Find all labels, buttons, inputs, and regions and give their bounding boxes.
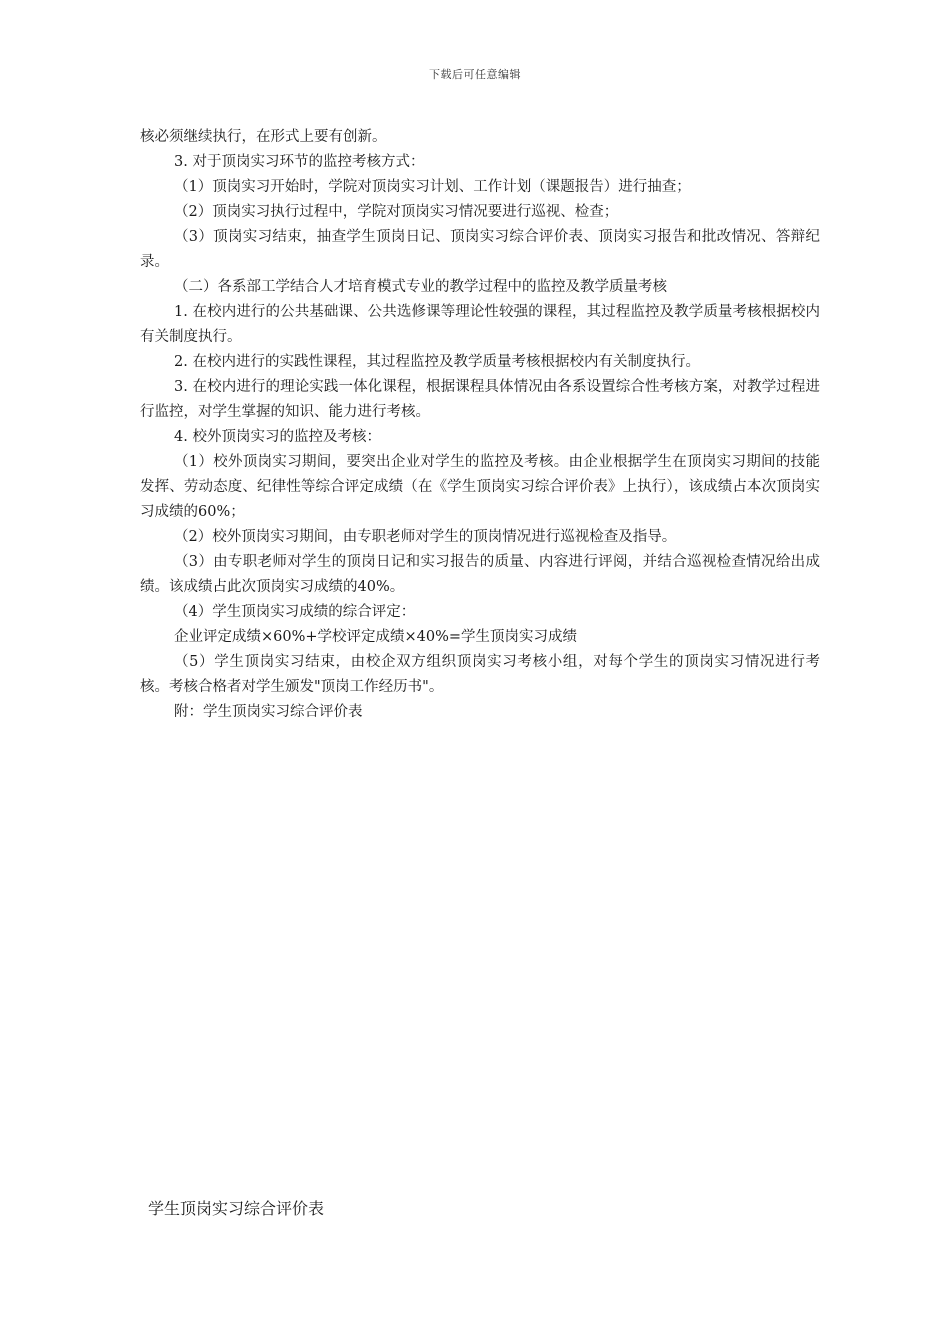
paragraph: 核必须继续执行，在形式上要有创新。 [140,129,387,145]
paragraph: 1. 在校内进行的公共基础课、公共选修课等理论性较强的课程，其过程监控及教学质量考核根据校内有关制度执行。 [140,304,820,345]
paragraph: 3. 对于顶岗实习环节的监控考核方式： [174,154,425,170]
paragraph: （2）校外顶岗实习期间，由专职老师对学生的顶岗情况进行巡视检查及指导。 [174,529,677,545]
paragraph: （3）由专职老师对学生的顶岗日记和实习报告的质量、内容进行评阅，并结合巡视检查情况给出成绩。该成绩占此次顶岗实习成绩的40%。 [140,554,820,595]
document-body [140,125,820,725]
paragraph: （5）学生顶岗实习结束，由校企双方组织顶岗实习考核小组，对每个学生的顶岗实习情况进行考核。考核合格者对学生颁发"顶岗工作经历书"。 [140,654,820,695]
appendix-note: 附：学生顶岗实习综合评价表 [174,704,363,720]
table-title: 学生顶岗实习综合评价表 [148,1199,325,1218]
paragraph: 3. 在校内进行的理论实践一体化课程，根据课程具体情况由各系设置综合性考核方案，对教学过程进行监控，对学生掌握的知识、能力进行考核。 [140,379,820,420]
paragraph: 2. 在校内进行的实践性课程，其过程监控及教学质量考核根据校内有关制度执行。 [174,354,700,370]
page-header: 下载后可任意编辑 [429,68,521,81]
paragraph: （4）学生顶岗实习成绩的综合评定： [174,604,416,620]
paragraph: 4. 校外顶岗实习的监控及考核： [174,429,381,445]
section-heading: （二）各系部工学结合人才培育模式专业的教学过程中的监控及教学质量考核 [174,279,667,295]
formula-line: 企业评定成绩×60%+学校评定成绩×40%=学生顶岗实习成绩 [174,629,578,645]
paragraph: （2）顶岗实习执行过程中，学院对顶岗实习情况要进行巡视、检查； [174,204,619,220]
paragraph: （3）顶岗实习结束，抽查学生顶岗日记、顶岗实习综合评价表、顶岗实习报告和批改情况、答辩纪录。 [140,229,820,270]
paragraph: （1）校外顶岗实习期间，要突出企业对学生的监控及考核。由企业根据学生在顶岗实习期间的技能发挥、劳动态度、纪律性等综合评定成绩（在《学生顶岗实习综合评价表》上执行），该成绩占本次顶岗实习成绩的60%； [140,454,820,520]
paragraph: （1）顶岗实习开始时，学院对顶岗实习计划、工作计划（课题报告）进行抽查； [174,179,691,195]
